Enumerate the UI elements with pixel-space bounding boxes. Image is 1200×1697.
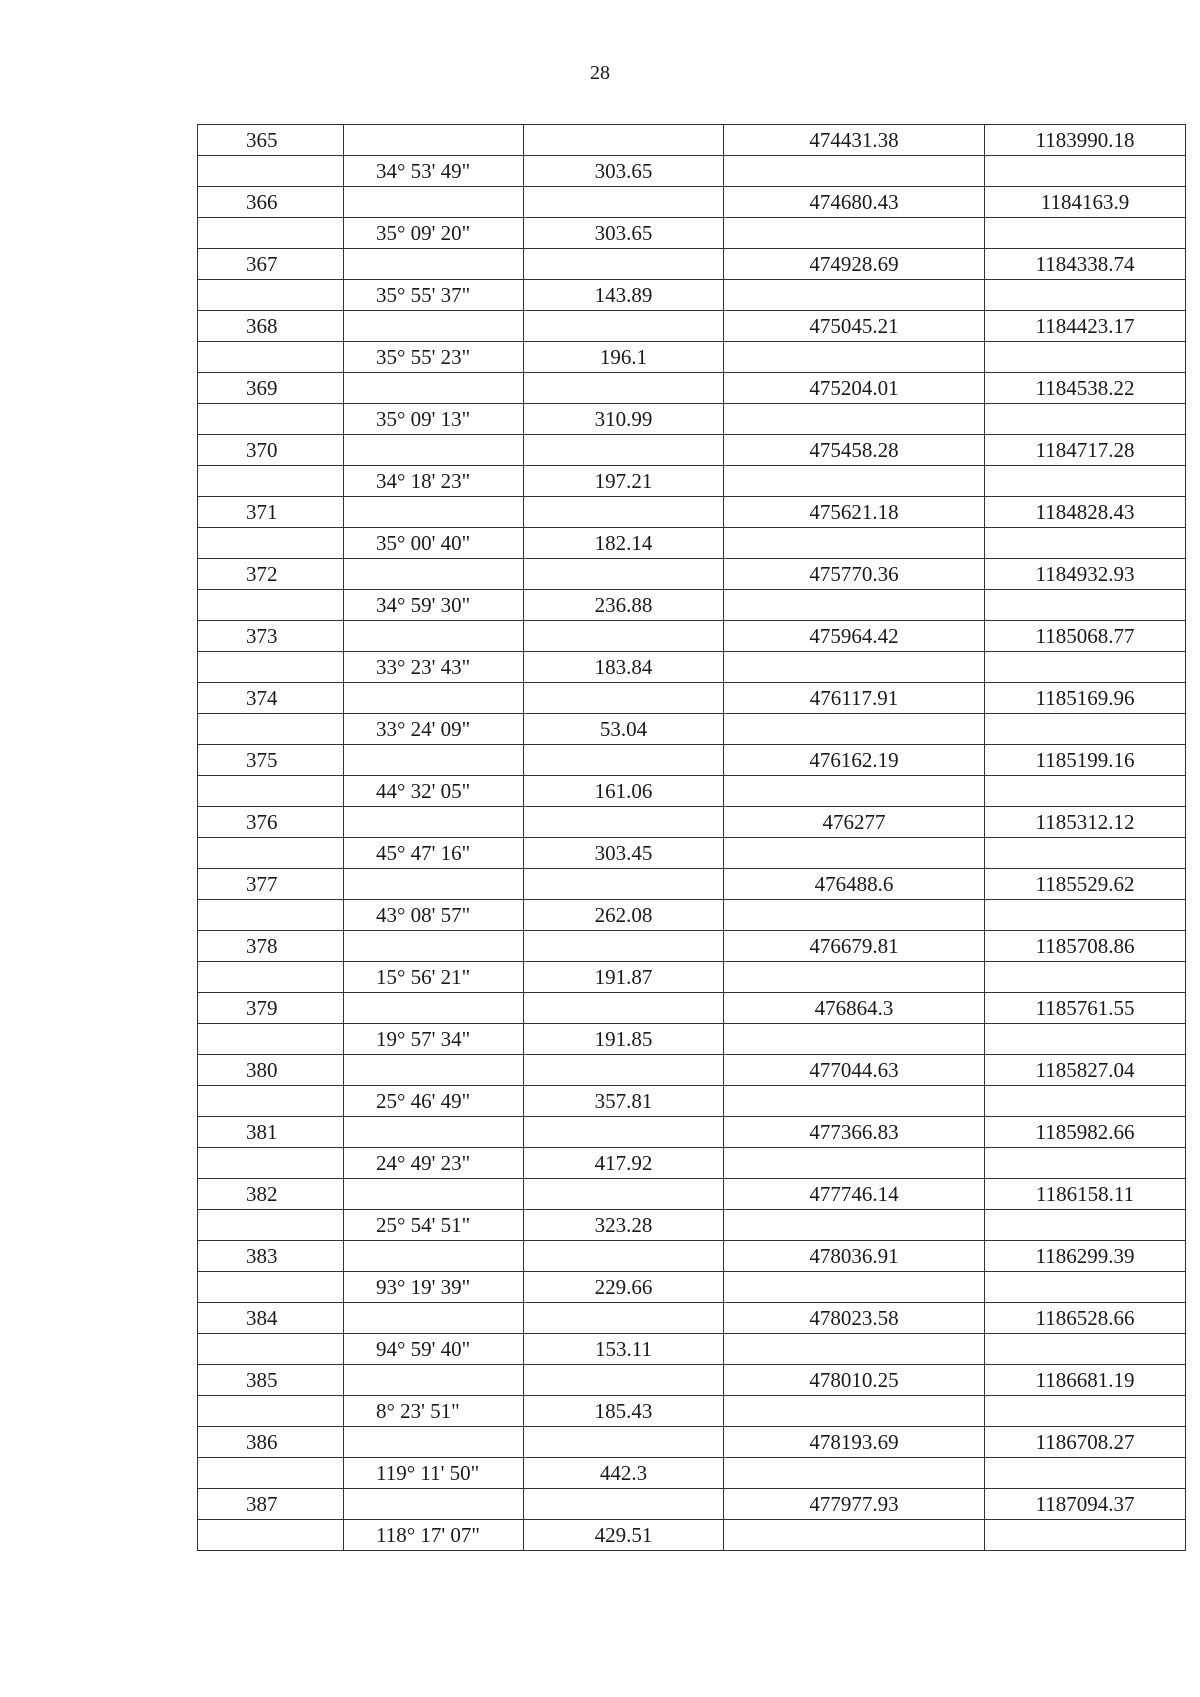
northing-cell: 475204.01 xyxy=(724,373,985,404)
point-id-cell: 365 xyxy=(198,125,344,156)
empty-cell xyxy=(198,900,344,931)
distance-cell: 417.92 xyxy=(524,1148,724,1179)
point-id-cell: 369 xyxy=(198,373,344,404)
point-id-cell: 378 xyxy=(198,931,344,962)
traverse-row xyxy=(198,1086,1186,1117)
easting-cell: 1184423.17 xyxy=(985,311,1186,342)
empty-cell xyxy=(985,652,1186,683)
traverse-row xyxy=(198,1396,1186,1427)
bearing-cell: 35° 55' 23" xyxy=(344,342,524,373)
empty-cell xyxy=(985,342,1186,373)
empty-cell xyxy=(524,1365,724,1396)
empty-cell xyxy=(344,1303,524,1334)
bearing-cell: 118° 17' 07" xyxy=(344,1520,524,1551)
easting-cell: 1184717.28 xyxy=(985,435,1186,466)
point-row xyxy=(198,249,1186,280)
easting-cell: 1185761.55 xyxy=(985,993,1186,1024)
empty-cell xyxy=(198,1520,344,1551)
empty-cell xyxy=(985,776,1186,807)
empty-cell xyxy=(724,528,985,559)
distance-cell: 429.51 xyxy=(524,1520,724,1551)
coordinate-table xyxy=(197,124,1186,1551)
northing-cell: 477977.93 xyxy=(724,1489,985,1520)
point-row xyxy=(198,1055,1186,1086)
bearing-cell: 15° 56' 21" xyxy=(344,962,524,993)
empty-cell xyxy=(524,311,724,342)
northing-cell: 476277 xyxy=(724,807,985,838)
empty-cell xyxy=(524,435,724,466)
easting-cell: 1185529.62 xyxy=(985,869,1186,900)
empty-cell xyxy=(198,1210,344,1241)
northing-cell: 476679.81 xyxy=(724,931,985,962)
point-id-cell: 382 xyxy=(198,1179,344,1210)
empty-cell xyxy=(198,1458,344,1489)
empty-cell xyxy=(724,404,985,435)
bearing-cell: 24° 49' 23" xyxy=(344,1148,524,1179)
point-id-cell: 387 xyxy=(198,1489,344,1520)
point-row xyxy=(198,1241,1186,1272)
empty-cell xyxy=(198,962,344,993)
traverse-row xyxy=(198,776,1186,807)
page-number: 28 xyxy=(590,62,610,84)
point-id-cell: 367 xyxy=(198,249,344,280)
easting-cell: 1185827.04 xyxy=(985,1055,1186,1086)
empty-cell xyxy=(985,1024,1186,1055)
point-row xyxy=(198,1365,1186,1396)
point-row xyxy=(198,373,1186,404)
traverse-row xyxy=(198,900,1186,931)
empty-cell xyxy=(344,1427,524,1458)
empty-cell xyxy=(198,1148,344,1179)
distance-cell: 303.45 xyxy=(524,838,724,869)
empty-cell xyxy=(344,993,524,1024)
distance-cell: 197.21 xyxy=(524,466,724,497)
point-id-cell: 386 xyxy=(198,1427,344,1458)
empty-cell xyxy=(724,776,985,807)
empty-cell xyxy=(724,590,985,621)
easting-cell: 1184338.74 xyxy=(985,249,1186,280)
northing-cell: 474431.38 xyxy=(724,125,985,156)
empty-cell xyxy=(985,1210,1186,1241)
empty-cell xyxy=(198,1086,344,1117)
point-row xyxy=(198,869,1186,900)
distance-cell: 153.11 xyxy=(524,1334,724,1365)
empty-cell xyxy=(198,466,344,497)
point-row xyxy=(198,497,1186,528)
distance-cell: 323.28 xyxy=(524,1210,724,1241)
empty-cell xyxy=(724,1334,985,1365)
empty-cell xyxy=(344,869,524,900)
point-row xyxy=(198,1303,1186,1334)
empty-cell xyxy=(344,931,524,962)
traverse-row xyxy=(198,838,1186,869)
empty-cell xyxy=(985,1458,1186,1489)
empty-cell xyxy=(724,962,985,993)
empty-cell xyxy=(198,1272,344,1303)
northing-cell: 477746.14 xyxy=(724,1179,985,1210)
empty-cell xyxy=(724,1396,985,1427)
bearing-cell: 33° 24' 09" xyxy=(344,714,524,745)
empty-cell xyxy=(344,497,524,528)
point-row xyxy=(198,931,1186,962)
northing-cell: 477044.63 xyxy=(724,1055,985,1086)
empty-cell xyxy=(985,962,1186,993)
empty-cell xyxy=(724,1272,985,1303)
empty-cell xyxy=(524,993,724,1024)
empty-cell xyxy=(344,435,524,466)
traverse-row xyxy=(198,218,1186,249)
empty-cell xyxy=(344,807,524,838)
point-row xyxy=(198,125,1186,156)
traverse-row xyxy=(198,404,1186,435)
empty-cell xyxy=(344,1179,524,1210)
point-id-cell: 381 xyxy=(198,1117,344,1148)
easting-cell: 1186158.11 xyxy=(985,1179,1186,1210)
point-id-cell: 373 xyxy=(198,621,344,652)
distance-cell: 143.89 xyxy=(524,280,724,311)
empty-cell xyxy=(724,1148,985,1179)
bearing-cell: 44° 32' 05" xyxy=(344,776,524,807)
northing-cell: 476488.6 xyxy=(724,869,985,900)
empty-cell xyxy=(724,1086,985,1117)
empty-cell xyxy=(985,218,1186,249)
distance-cell: 185.43 xyxy=(524,1396,724,1427)
empty-cell xyxy=(344,1489,524,1520)
easting-cell: 1186681.19 xyxy=(985,1365,1186,1396)
empty-cell xyxy=(524,621,724,652)
empty-cell xyxy=(198,342,344,373)
distance-cell: 161.06 xyxy=(524,776,724,807)
empty-cell xyxy=(198,280,344,311)
distance-cell: 196.1 xyxy=(524,342,724,373)
distance-cell: 53.04 xyxy=(524,714,724,745)
distance-cell: 182.14 xyxy=(524,528,724,559)
distance-cell: 183.84 xyxy=(524,652,724,683)
bearing-cell: 34° 59' 30" xyxy=(344,590,524,621)
empty-cell xyxy=(724,900,985,931)
easting-cell: 1186528.66 xyxy=(985,1303,1186,1334)
easting-cell: 1185708.86 xyxy=(985,931,1186,962)
bearing-cell: 43° 08' 57" xyxy=(344,900,524,931)
traverse-row xyxy=(198,1334,1186,1365)
empty-cell xyxy=(724,218,985,249)
empty-cell xyxy=(985,528,1186,559)
northing-cell: 476864.3 xyxy=(724,993,985,1024)
traverse-row xyxy=(198,714,1186,745)
distance-cell: 357.81 xyxy=(524,1086,724,1117)
easting-cell: 1183990.18 xyxy=(985,125,1186,156)
empty-cell xyxy=(524,559,724,590)
empty-cell xyxy=(724,1458,985,1489)
empty-cell xyxy=(724,280,985,311)
empty-cell xyxy=(985,156,1186,187)
empty-cell xyxy=(344,311,524,342)
northing-cell: 478036.91 xyxy=(724,1241,985,1272)
point-id-cell: 375 xyxy=(198,745,344,776)
easting-cell: 1184932.93 xyxy=(985,559,1186,590)
distance-cell: 236.88 xyxy=(524,590,724,621)
traverse-row xyxy=(198,528,1186,559)
empty-cell xyxy=(524,1303,724,1334)
bearing-cell: 45° 47' 16" xyxy=(344,838,524,869)
empty-cell xyxy=(524,1179,724,1210)
point-row xyxy=(198,621,1186,652)
empty-cell xyxy=(524,373,724,404)
point-row xyxy=(198,1179,1186,1210)
point-id-cell: 372 xyxy=(198,559,344,590)
empty-cell xyxy=(198,776,344,807)
northing-cell: 475458.28 xyxy=(724,435,985,466)
bearing-cell: 94° 59' 40" xyxy=(344,1334,524,1365)
empty-cell xyxy=(985,1520,1186,1551)
traverse-row xyxy=(198,1520,1186,1551)
point-row xyxy=(198,1489,1186,1520)
empty-cell xyxy=(198,1334,344,1365)
traverse-row xyxy=(198,590,1186,621)
empty-cell xyxy=(524,683,724,714)
empty-cell xyxy=(724,1024,985,1055)
empty-cell xyxy=(724,342,985,373)
point-row xyxy=(198,993,1186,1024)
northing-cell: 478193.69 xyxy=(724,1427,985,1458)
traverse-row xyxy=(198,1148,1186,1179)
northing-cell: 477366.83 xyxy=(724,1117,985,1148)
traverse-row xyxy=(198,1458,1186,1489)
point-id-cell: 379 xyxy=(198,993,344,1024)
empty-cell xyxy=(344,249,524,280)
empty-cell xyxy=(524,1241,724,1272)
point-id-cell: 371 xyxy=(198,497,344,528)
bearing-cell: 19° 57' 34" xyxy=(344,1024,524,1055)
point-row xyxy=(198,311,1186,342)
traverse-row xyxy=(198,962,1186,993)
point-row xyxy=(198,683,1186,714)
empty-cell xyxy=(724,156,985,187)
empty-cell xyxy=(344,1365,524,1396)
empty-cell xyxy=(344,1055,524,1086)
empty-cell xyxy=(724,652,985,683)
easting-cell: 1184828.43 xyxy=(985,497,1186,528)
easting-cell: 1187094.37 xyxy=(985,1489,1186,1520)
empty-cell xyxy=(198,590,344,621)
point-id-cell: 376 xyxy=(198,807,344,838)
distance-cell: 262.08 xyxy=(524,900,724,931)
easting-cell: 1185312.12 xyxy=(985,807,1186,838)
point-row xyxy=(198,187,1186,218)
northing-cell: 475770.36 xyxy=(724,559,985,590)
empty-cell xyxy=(985,1086,1186,1117)
traverse-row xyxy=(198,280,1186,311)
empty-cell xyxy=(198,1396,344,1427)
point-id-cell: 380 xyxy=(198,1055,344,1086)
easting-cell: 1185199.16 xyxy=(985,745,1186,776)
empty-cell xyxy=(344,745,524,776)
empty-cell xyxy=(344,1241,524,1272)
empty-cell xyxy=(524,497,724,528)
easting-cell: 1186708.27 xyxy=(985,1427,1186,1458)
distance-cell: 303.65 xyxy=(524,156,724,187)
point-row xyxy=(198,1117,1186,1148)
empty-cell xyxy=(524,745,724,776)
northing-cell: 476162.19 xyxy=(724,745,985,776)
point-row xyxy=(198,745,1186,776)
empty-cell xyxy=(985,1272,1186,1303)
empty-cell xyxy=(724,1210,985,1241)
empty-cell xyxy=(724,466,985,497)
distance-cell: 303.65 xyxy=(524,218,724,249)
point-id-cell: 383 xyxy=(198,1241,344,1272)
empty-cell xyxy=(524,249,724,280)
easting-cell: 1184163.9 xyxy=(985,187,1186,218)
empty-cell xyxy=(985,1334,1186,1365)
empty-cell xyxy=(344,187,524,218)
distance-cell: 310.99 xyxy=(524,404,724,435)
bearing-cell: 35° 09' 20" xyxy=(344,218,524,249)
empty-cell xyxy=(524,931,724,962)
northing-cell: 474928.69 xyxy=(724,249,985,280)
bearing-cell: 119° 11' 50" xyxy=(344,1458,524,1489)
empty-cell xyxy=(985,404,1186,435)
easting-cell: 1185068.77 xyxy=(985,621,1186,652)
traverse-row xyxy=(198,1210,1186,1241)
empty-cell xyxy=(985,280,1186,311)
easting-cell: 1184538.22 xyxy=(985,373,1186,404)
empty-cell xyxy=(344,559,524,590)
empty-cell xyxy=(985,466,1186,497)
bearing-cell: 93° 19' 39" xyxy=(344,1272,524,1303)
empty-cell xyxy=(985,838,1186,869)
easting-cell: 1186299.39 xyxy=(985,1241,1186,1272)
empty-cell xyxy=(524,125,724,156)
easting-cell: 1185982.66 xyxy=(985,1117,1186,1148)
empty-cell xyxy=(344,125,524,156)
empty-cell xyxy=(985,714,1186,745)
northing-cell: 475045.21 xyxy=(724,311,985,342)
empty-cell xyxy=(985,900,1186,931)
empty-cell xyxy=(985,1396,1186,1427)
empty-cell xyxy=(198,404,344,435)
traverse-row xyxy=(198,652,1186,683)
empty-cell xyxy=(198,528,344,559)
empty-cell xyxy=(524,187,724,218)
bearing-cell: 35° 09' 13" xyxy=(344,404,524,435)
northing-cell: 475621.18 xyxy=(724,497,985,528)
empty-cell xyxy=(344,373,524,404)
traverse-row xyxy=(198,466,1186,497)
bearing-cell: 8° 23' 51" xyxy=(344,1396,524,1427)
bearing-cell: 34° 18' 23" xyxy=(344,466,524,497)
point-id-cell: 384 xyxy=(198,1303,344,1334)
northing-cell: 475964.42 xyxy=(724,621,985,652)
empty-cell xyxy=(344,1117,524,1148)
point-id-cell: 377 xyxy=(198,869,344,900)
empty-cell xyxy=(198,1024,344,1055)
empty-cell xyxy=(524,869,724,900)
empty-cell xyxy=(985,1148,1186,1179)
bearing-cell: 25° 46' 49" xyxy=(344,1086,524,1117)
empty-cell xyxy=(524,1117,724,1148)
empty-cell xyxy=(724,838,985,869)
point-row xyxy=(198,1427,1186,1458)
bearing-cell: 33° 23' 43" xyxy=(344,652,524,683)
empty-cell xyxy=(524,1489,724,1520)
point-id-cell: 366 xyxy=(198,187,344,218)
point-id-cell: 368 xyxy=(198,311,344,342)
empty-cell xyxy=(198,652,344,683)
empty-cell xyxy=(198,218,344,249)
empty-cell xyxy=(985,590,1186,621)
point-row xyxy=(198,435,1186,466)
bearing-cell: 35° 55' 37" xyxy=(344,280,524,311)
easting-cell: 1185169.96 xyxy=(985,683,1186,714)
point-id-cell: 374 xyxy=(198,683,344,714)
empty-cell xyxy=(198,714,344,745)
empty-cell xyxy=(344,683,524,714)
distance-cell: 229.66 xyxy=(524,1272,724,1303)
northing-cell: 478010.25 xyxy=(724,1365,985,1396)
northing-cell: 478023.58 xyxy=(724,1303,985,1334)
bearing-cell: 35° 00' 40" xyxy=(344,528,524,559)
point-row xyxy=(198,559,1186,590)
northing-cell: 476117.91 xyxy=(724,683,985,714)
empty-cell xyxy=(524,1427,724,1458)
empty-cell xyxy=(524,807,724,838)
traverse-row xyxy=(198,342,1186,373)
coordinate-table-body xyxy=(198,125,1186,1551)
empty-cell xyxy=(524,1055,724,1086)
distance-cell: 191.87 xyxy=(524,962,724,993)
bearing-cell: 25° 54' 51" xyxy=(344,1210,524,1241)
point-row xyxy=(198,807,1186,838)
traverse-row xyxy=(198,1272,1186,1303)
point-id-cell: 370 xyxy=(198,435,344,466)
northing-cell: 474680.43 xyxy=(724,187,985,218)
distance-cell: 442.3 xyxy=(524,1458,724,1489)
empty-cell xyxy=(724,1520,985,1551)
traverse-row xyxy=(198,156,1186,187)
empty-cell xyxy=(344,621,524,652)
distance-cell: 191.85 xyxy=(524,1024,724,1055)
point-id-cell: 385 xyxy=(198,1365,344,1396)
bearing-cell: 34° 53' 49" xyxy=(344,156,524,187)
empty-cell xyxy=(198,838,344,869)
empty-cell xyxy=(724,714,985,745)
empty-cell xyxy=(198,156,344,187)
traverse-row xyxy=(198,1024,1186,1055)
